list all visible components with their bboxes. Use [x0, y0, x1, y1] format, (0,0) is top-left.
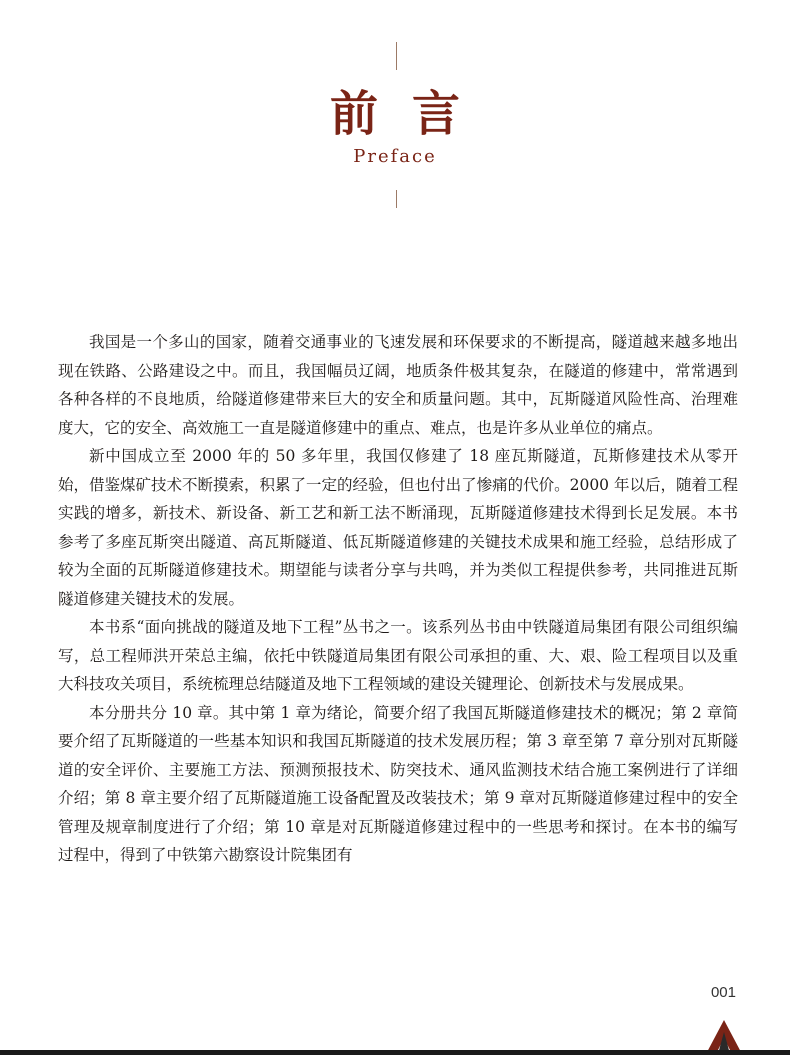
page-number: 001: [710, 984, 736, 1001]
paragraph-2: 新中国成立至 2000 年的 50 多年里，我国仅修建了 18 座瓦斯隧道，瓦斯修建技术从零开始，借鉴煤矿技术不断摸索，积累了一定的经验，但也付出了惨痛的代价。2000 年以后，随着工程实践的增多，新技术、新设备、新工艺和新工法不断涌现，瓦斯隧道修建技术得到长足发展。本书参考了多座瓦斯突出隧道、高瓦斯隧道、低瓦斯隧道修建的关键技术成果和施工经验，总结形成了较为全面的瓦斯隧道修建技术。期望能与读者分享与共鸣，并为类似工程提供参考，共同推进瓦斯隧道修建关键技术的发展。: [58, 447, 738, 608]
footer-band: [0, 1050, 790, 1055]
preface-body: [58, 328, 738, 870]
paragraph-4: 本分册共分 10 章。其中第 1 章为绪论，简要介绍了我国瓦斯隧道修建技术的概况；第 2 章简要介绍了瓦斯隧道的一些基本知识和我国瓦斯隧道的技术发展历程；第 3 章至第 7 章分别对瓦斯隧道的安全评价、主要施工方法、预测预报技术、防突技术、通风监测技术结合施工案例进行了详细介绍；第 8 章主要介绍了瓦斯隧道施工设备配置及改装技术；第 9 章对瓦斯隧道修建过程中的安全管理及规章制度进行了介绍；第 10 章是对瓦斯隧道修建过程中的一些思考和探讨。在本书的编写过程中，得到了中铁第六勘察设计院集团有: [58, 703, 738, 864]
title-top-rule: [396, 42, 397, 70]
chevron-up-icon: [704, 1018, 744, 1054]
title-bottom-rule: [396, 190, 397, 208]
page-title: 前言: [329, 86, 494, 142]
paragraph-1: 我国是一个多山的国家，随着交通事业的飞速发展和环保要求的不断提高，隧道越来越多地出现在铁路、公路建设之中。而且，我国幅员辽阔，地质条件极其复杂，在隧道的修建中，常常遇到各种各样的不良地质，给隧道修建带来巨大的安全和质量问题。其中，瓦斯隧道风险性高、治理难度大，它的安全、高效施工一直是隧道修建中的重点、难点，也是许多从业单位的痛点。: [58, 333, 738, 437]
page-subtitle: Preface: [353, 146, 437, 167]
paragraph-3: 本书系“面向挑战的隧道及地下工程”丛书之一。该系列丛书由中铁隧道局集团有限公司组织编写，总工程师洪开荣总主编，依托中铁隧道局集团有限公司承担的重、大、艰、险工程项目以及重大科技攻关项目，系统梳理总结隧道及地下工程领域的建设关键理论、创新技术与发展成果。: [58, 618, 738, 693]
